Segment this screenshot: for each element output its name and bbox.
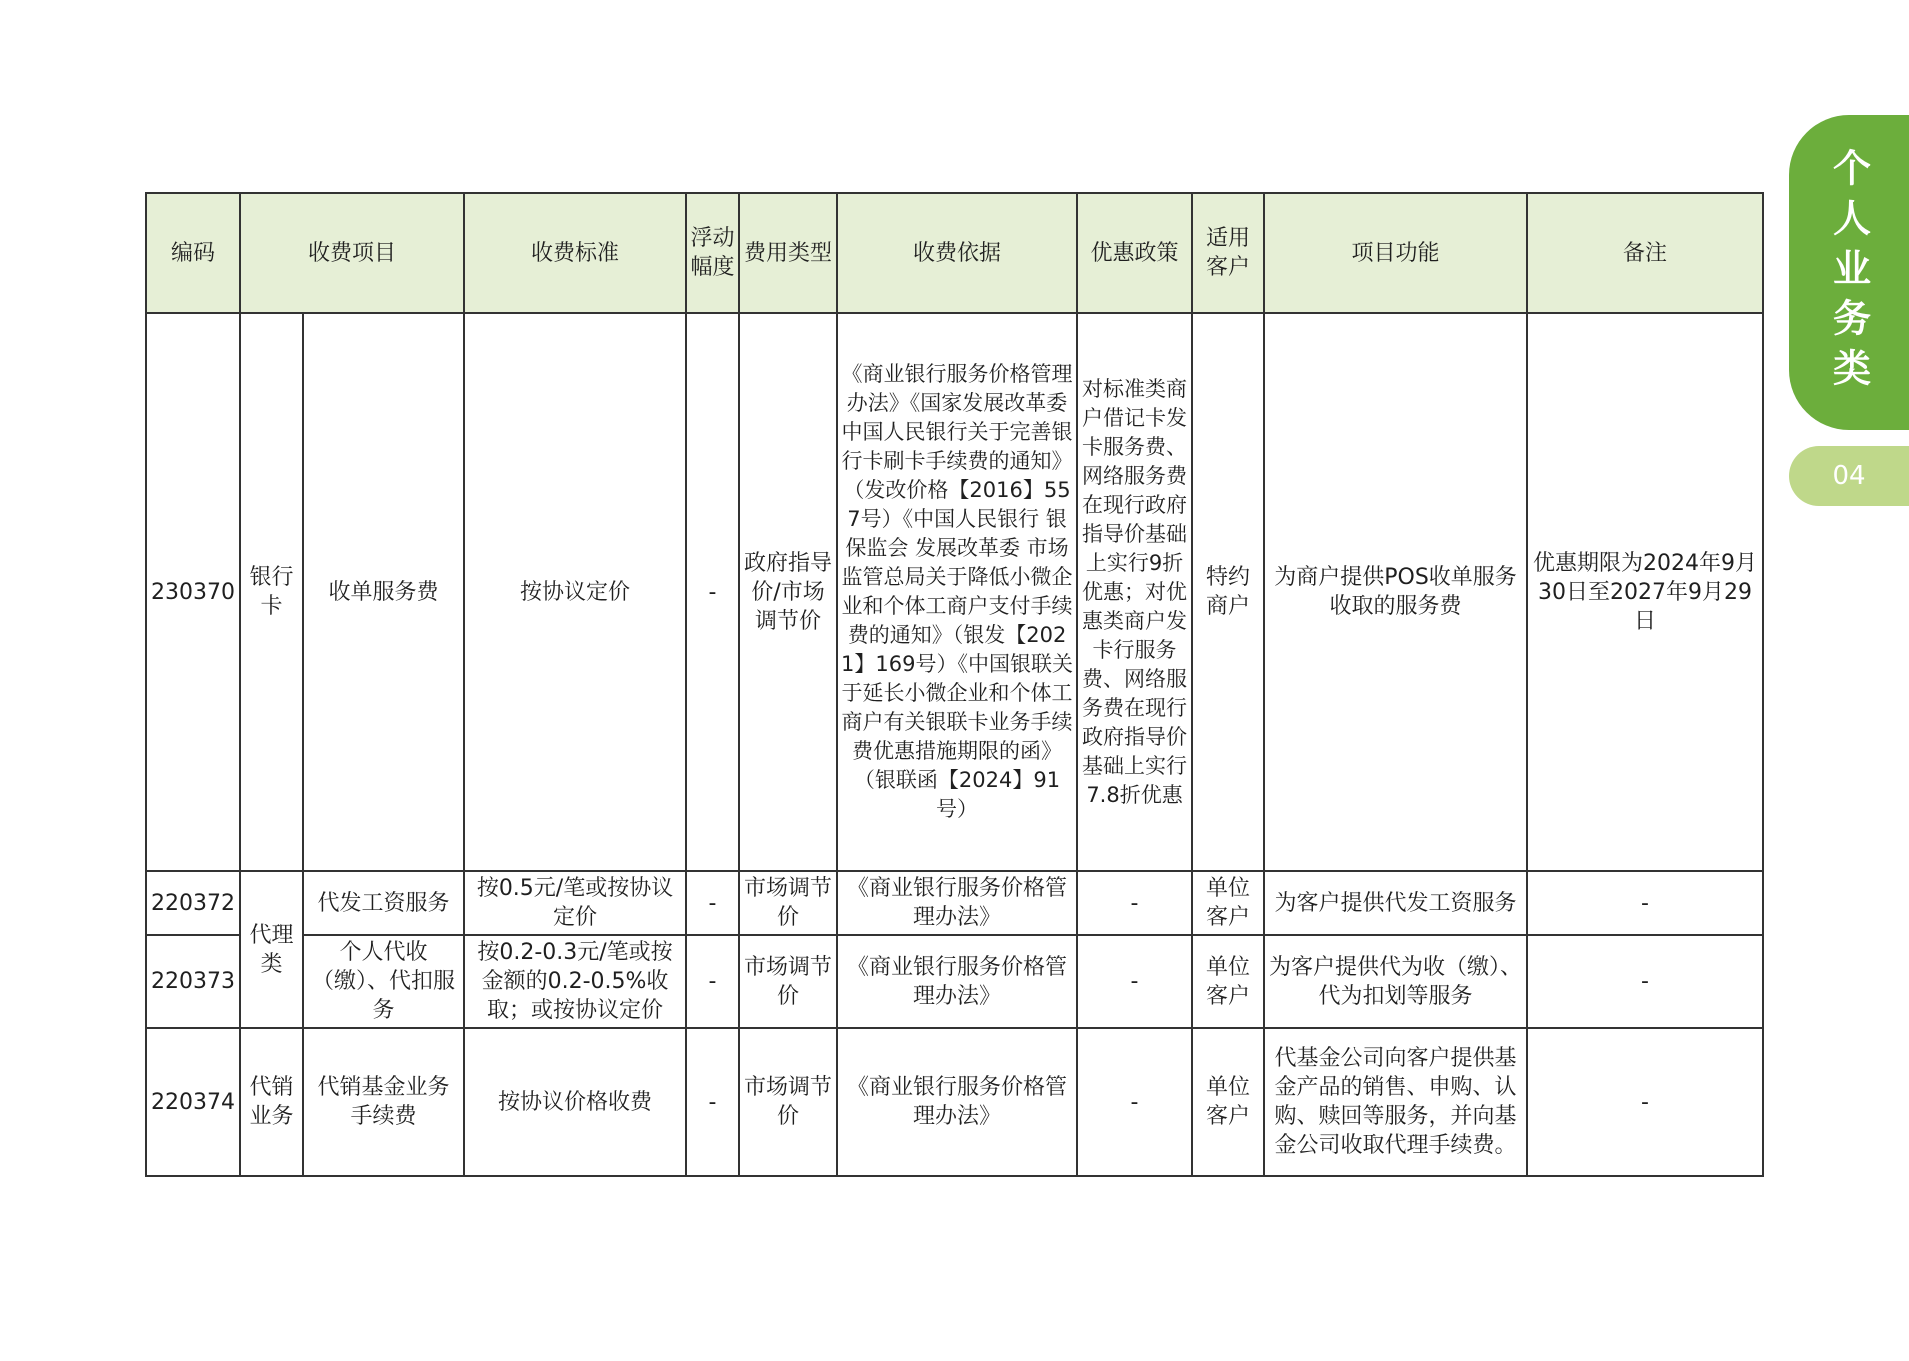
header-fee-type: 费用类型 [739, 193, 837, 313]
cell-remark: 优惠期限为2024年9月30日至2027年9月29日 [1527, 313, 1763, 871]
cell-remark: - [1527, 935, 1763, 1028]
header-remark: 备注 [1527, 193, 1763, 313]
header-customer: 适用客户 [1192, 193, 1264, 313]
cell-category: 代销业务 [240, 1028, 303, 1176]
cell-function: 代基金公司向客户提供基金产品的销售、申购、认购、赎回等服务，并向基金公司收取代理手续费。 [1264, 1028, 1527, 1176]
cell-standard: 按0.2-0.3元/笔或按金额的0.2-0.5%收取；或按协议定价 [464, 935, 686, 1028]
header-basis: 收费依据 [837, 193, 1077, 313]
cell-item: 代销基金业务手续费 [303, 1028, 464, 1176]
page-number: 04 [1789, 446, 1909, 506]
cell-item: 代发工资服务 [303, 871, 464, 935]
cell-float-range: - [686, 871, 739, 935]
header-standard: 收费标准 [464, 193, 686, 313]
cell-standard: 按协议价格收费 [464, 1028, 686, 1176]
cell-item: 收单服务费 [303, 313, 464, 871]
header-row [146, 193, 1763, 313]
cell-standard: 按0.5元/笔或按协议定价 [464, 871, 686, 935]
cell-basis: 《商业银行服务价格管理办法》 [837, 1028, 1077, 1176]
cell-fee-type: 市场调节价 [739, 871, 837, 935]
cell-customer: 单位客户 [1192, 935, 1264, 1028]
cell-discount: - [1077, 935, 1192, 1028]
header-float-range: 浮动幅度 [686, 193, 739, 313]
table-row [146, 313, 1763, 871]
cell-code: 220374 [146, 1028, 240, 1176]
header-code: 编码 [146, 193, 240, 313]
section-title: 个人业务类 [1826, 147, 1871, 398]
cell-discount: 对标准类商户借记卡发卡服务费、网络服务费在现行政府指导价基础上实行9折优惠；对优惠类商户发卡行服务费、网络服务费在现行政府指导价基础上实行7.8折优惠 [1077, 313, 1192, 871]
header-function: 项目功能 [1264, 193, 1527, 313]
cell-float-range: - [686, 1028, 739, 1176]
cell-function: 为客户提供代发工资服务 [1264, 871, 1527, 935]
table-row [146, 935, 1763, 1028]
header-item: 收费项目 [240, 193, 464, 313]
cell-customer: 单位客户 [1192, 871, 1264, 935]
cell-discount: - [1077, 871, 1192, 935]
cell-code: 220373 [146, 935, 240, 1028]
cell-basis: 《商业银行服务价格管理办法》 [837, 935, 1077, 1028]
cell-fee-type: 市场调节价 [739, 1028, 837, 1176]
cell-category: 银行卡 [240, 313, 303, 871]
header-discount: 优惠政策 [1077, 193, 1192, 313]
cell-customer: 特约商户 [1192, 313, 1264, 871]
cell-customer: 单位客户 [1192, 1028, 1264, 1176]
cell-function: 为商户提供POS收单服务收取的服务费 [1264, 313, 1527, 871]
cell-category: 代理类 [240, 871, 303, 1028]
cell-function: 为客户提供代为收（缴）、代为扣划等服务 [1264, 935, 1527, 1028]
cell-basis: 《商业银行服务价格管理办法》 [837, 871, 1077, 935]
cell-item: 个人代收（缴）、代扣服务 [303, 935, 464, 1028]
cell-fee-type: 市场调节价 [739, 935, 837, 1028]
cell-remark: - [1527, 1028, 1763, 1176]
cell-fee-type: 政府指导价/市场调节价 [739, 313, 837, 871]
cell-float-range: - [686, 935, 739, 1028]
cell-code: 220372 [146, 871, 240, 935]
cell-basis: 《商业银行服务价格管理办法》《国家发展改革委 中国人民银行关于完善银行卡刷卡手续费的通知》（发改价格【2016】557号）《中国人民银行 银保监会 发展改革委 市场监管总局关于降低小微企业和个体工商户支付手续费的通知》（银发【2021】169号）《中国银联关于延长小微企业和个体工商户有关银联卡业务手续费优惠措施期限的函》（银联函【2024】91号） [837, 313, 1077, 871]
cell-standard: 按协议定价 [464, 313, 686, 871]
cell-float-range: - [686, 313, 739, 871]
fee-table [145, 192, 1764, 1177]
cell-discount: - [1077, 1028, 1192, 1176]
table-row [146, 1028, 1763, 1176]
table-row [146, 871, 1763, 935]
cell-code: 230370 [146, 313, 240, 871]
section-side-tab [1789, 115, 1909, 430]
cell-remark: - [1527, 871, 1763, 935]
